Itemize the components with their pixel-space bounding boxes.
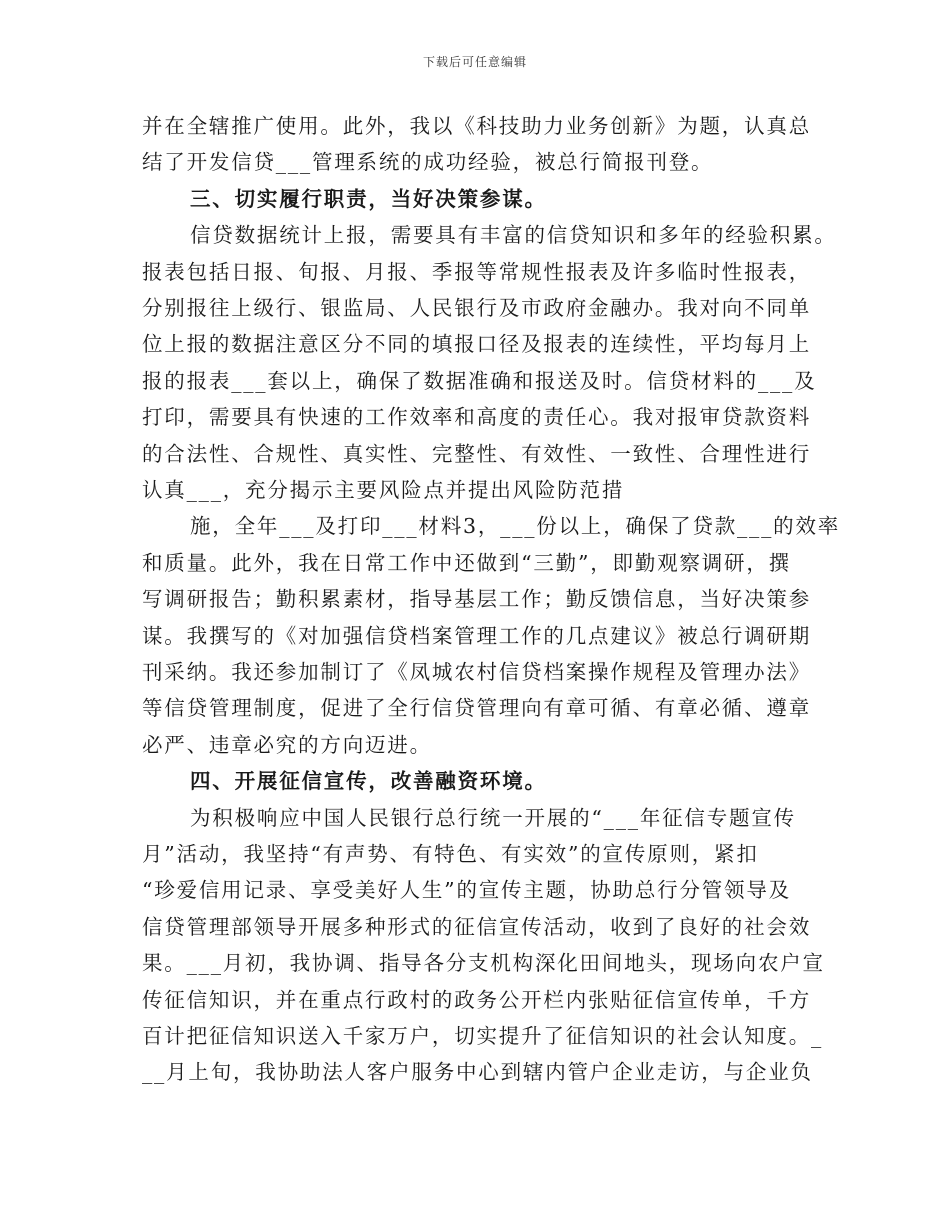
text-line: 信贷数据统计上报，需要具有丰富的信贷知识和多年的经验积累。 bbox=[190, 223, 837, 248]
text-line: 报表包括日报、旬报、月报、季报等常规性报表及许多临时性报表， bbox=[142, 259, 811, 284]
text-line: 位上报的数据注意区分不同的填报口径及报表的连续性，平均每月上 bbox=[142, 332, 811, 357]
text-line: 认真___，充分揭示主要风险点并提出风险防范措 bbox=[142, 478, 625, 502]
text-line: 报的报表___套以上，确保了数据准确和报送及时。信贷材料的___及 bbox=[142, 368, 817, 393]
text-line: 等信贷管理制度，促进了全行信贷管理向有章可循、有章必循、遵章 bbox=[142, 696, 811, 721]
text-line: 结了开发信贷___管理系统的成功经验，被总行简报刊登。 bbox=[142, 150, 714, 175]
text-line: 果。___月初，我协调、指导各分支机构深化田间地头，现场向农户宣 bbox=[142, 951, 825, 976]
text-line: 必严、违章必究的方向迈进。 bbox=[142, 732, 432, 757]
text-line: 月”活动，我坚持“有声势、有特色、有实效”的宣传原则，紧扣 bbox=[142, 842, 759, 866]
text-line: 谋。我撰写的《对加强信贷档案管理工作的几点建议》被总行调研期 bbox=[142, 623, 811, 648]
text-line: 百计把征信知识送入千家万户，切实提升了征信知识的社会认知度。_ bbox=[142, 1024, 824, 1048]
text-line: 的合法性、合规性、真实性、完整性、有效性、一致性、合理性进行 bbox=[142, 441, 811, 466]
text-line: 并在全辖推广使用。此外，我以《科技助力业务创新》为题，认真总 bbox=[142, 114, 811, 138]
text-line: 施，全年___及打印___材料3，___份以上，确保了贷款___的效率 bbox=[190, 514, 841, 539]
section-heading: 四、开展征信宣传，改善融资环境。 bbox=[190, 769, 547, 794]
text-line: 刊采纳。我还参加制订了《凤城农村信贷档案操作规程及管理办法》 bbox=[142, 660, 811, 684]
text-line: 和质量。此外，我在日常工作中还做到“三勤”，即勤观察调研，撰 bbox=[142, 550, 791, 575]
text-line: 打印，需要具有快速的工作效率和高度的责任心。我对报审贷款资料 bbox=[142, 405, 811, 430]
text-line: 写调研报告；勤积累素材，指导基层工作；勤反馈信息，当好决策参 bbox=[142, 587, 811, 612]
section-heading: 三、切实履行职责，当好决策参谋。 bbox=[190, 186, 547, 211]
text-line: 为积极响应中国人民银行总行统一开展的“___年征信专题宣传 bbox=[190, 805, 796, 830]
text-line: 传征信知识，并在重点行政村的政务公开栏内张贴征信宣传单，千方 bbox=[142, 987, 811, 1012]
page-header: 下载后可任意编辑 bbox=[422, 55, 527, 69]
text-line: 分别报往上级行、银监局、人民银行及市政府金融办。我对向不同单 bbox=[142, 296, 811, 320]
text-line: __月上旬，我协助法人客户服务中心到辖内管户企业走访，与企业负 bbox=[142, 1060, 813, 1085]
text-line: “珍爱信用记录、享受美好人生”的宣传主题，协助总行分管领导及 bbox=[142, 878, 791, 903]
text-line: 信贷管理部领导开展多种形式的征信宣传活动，收到了良好的社会效 bbox=[142, 914, 811, 939]
